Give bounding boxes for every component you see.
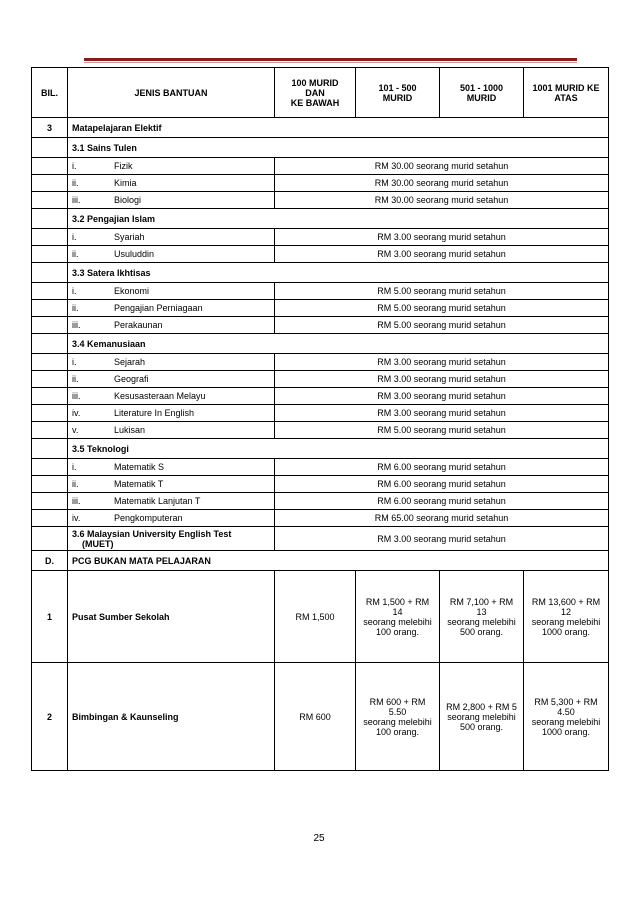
item-name: Bimbingan & Kaunseling (68, 663, 275, 771)
empty-cell (32, 192, 68, 209)
subject-name: Literature In English (114, 408, 195, 418)
item-row (32, 663, 609, 771)
subject-name: Kesusasteraan Melayu (114, 391, 206, 401)
subject-row (32, 405, 609, 422)
subject-rate: RM 5.00 seorang murid setahun (275, 283, 609, 300)
empty-cell (32, 422, 68, 439)
subject-rate: RM 6.00 seorang murid setahun (275, 476, 609, 493)
subject-cell (68, 422, 275, 439)
empty-cell (32, 510, 68, 527)
subject-cell (68, 510, 275, 527)
group-title: 3.2 Pengajian Islam (68, 209, 609, 229)
subject-index: ii. (72, 249, 79, 259)
empty-cell (32, 229, 68, 246)
subject-cell (68, 175, 275, 192)
subject-rate: RM 3.00 seorang murid setahun (275, 246, 609, 263)
subject-name: Lukisan (114, 425, 146, 435)
subject-name: Biologi (114, 195, 142, 205)
subject-row (32, 422, 609, 439)
muet-row (32, 527, 609, 551)
header-col3: 501 - 1000 MURID (440, 68, 524, 118)
subject-cell (68, 405, 275, 422)
subject-cell (68, 158, 275, 175)
subject-row (32, 510, 609, 527)
subject-rate: RM 3.00 seorang murid setahun (275, 388, 609, 405)
subject-index: ii. (72, 178, 79, 188)
item-number: 1 (32, 571, 68, 663)
subject-cell (68, 317, 275, 334)
subject-name: Syariah (114, 232, 145, 242)
subject-row (32, 459, 609, 476)
page-number: 25 (313, 833, 325, 844)
subject-rate: RM 5.00 seorang murid setahun (275, 317, 609, 334)
subject-index: ii. (72, 374, 79, 384)
subject-rate: RM 6.00 seorang murid setahun (275, 493, 609, 510)
subject-cell (68, 229, 275, 246)
group-title-row (32, 209, 609, 229)
empty-cell (32, 527, 68, 551)
subject-index: iv. (72, 513, 81, 523)
empty-cell (32, 459, 68, 476)
empty-cell (32, 388, 68, 405)
subject-name: Perakaunan (114, 320, 163, 330)
group-title: 3.1 Sains Tulen (68, 138, 609, 158)
subject-name: Geografi (114, 374, 149, 384)
empty-cell (32, 476, 68, 493)
empty-cell (32, 175, 68, 192)
subject-index: iii. (72, 195, 81, 205)
subject-index: ii. (72, 303, 79, 313)
group-title: 3.3 Satera Ikhtisas (68, 263, 609, 283)
subject-row (32, 354, 609, 371)
subject-index: i. (72, 232, 77, 242)
subject-name: Pengkomputeran (114, 513, 183, 523)
subject-row (32, 371, 609, 388)
empty-cell (32, 246, 68, 263)
subject-cell (68, 476, 275, 493)
item-c2: RM 1,500 + RM 14 seorang melebihi 100 orang. (356, 571, 440, 663)
subject-name: Pengajian Perniagaan (114, 303, 203, 313)
subject-index: i. (72, 286, 77, 296)
group-title-row (32, 439, 609, 459)
subject-index: v. (72, 425, 79, 435)
item-c1: RM 1,500 (275, 571, 356, 663)
subject-index: i. (72, 462, 77, 472)
header-jenis: JENIS BANTUAN (68, 68, 275, 118)
subject-rate: RM 5.00 seorang murid setahun (275, 300, 609, 317)
header-rule (84, 58, 577, 61)
subject-row (32, 192, 609, 209)
subject-cell (68, 388, 275, 405)
empty-cell (32, 138, 68, 158)
muet-title: 3.6 Malaysian University English Test (MUET) (68, 527, 275, 551)
section-d-row (32, 551, 609, 571)
subject-row (32, 300, 609, 317)
empty-cell (32, 371, 68, 388)
header-col2: 101 - 500 MURID (356, 68, 440, 118)
subject-index: iii. (72, 391, 81, 401)
subject-name: Usuluddin (114, 249, 155, 259)
empty-cell (32, 158, 68, 175)
subject-name: Kimia (114, 178, 137, 188)
subject-cell (68, 459, 275, 476)
subject-name: Ekonomi (114, 286, 150, 296)
empty-cell (32, 283, 68, 300)
item-c4: RM 5,300 + RM 4.50 seorang melebihi 1000 orang. (524, 663, 609, 771)
item-c3: RM 2,800 + RM 5 seorang melebihi 500 orang. (440, 663, 524, 771)
subject-name: Matematik Lanjutan T (114, 496, 201, 506)
subject-cell (68, 246, 275, 263)
section-title: PCG BUKAN MATA PELAJARAN (68, 551, 609, 571)
header-bil: BIL. (32, 68, 68, 118)
subject-row (32, 158, 609, 175)
subject-rate: RM 30.00 seorang murid setahun (275, 192, 609, 209)
subject-name: Sejarah (114, 357, 146, 367)
subject-cell (68, 371, 275, 388)
subject-row (32, 229, 609, 246)
group-title: 3.4 Kemanusiaan (68, 334, 609, 354)
subject-rate: RM 3.00 seorang murid setahun (275, 229, 609, 246)
subject-cell (68, 283, 275, 300)
item-c1: RM 600 (275, 663, 356, 771)
subject-rate: RM 3.00 seorang murid setahun (275, 371, 609, 388)
subject-index: iii. (72, 320, 81, 330)
subject-rate: RM 6.00 seorang murid setahun (275, 459, 609, 476)
subject-name: Fizik (114, 161, 133, 171)
subject-index: ii. (72, 479, 79, 489)
subject-rate: RM 30.00 seorang murid setahun (275, 175, 609, 192)
header-rule-thin (84, 62, 577, 63)
item-name: Pusat Sumber Sekolah (68, 571, 275, 663)
subject-rate: RM 65.00 seorang murid setahun (275, 510, 609, 527)
bantuan-table (31, 67, 609, 771)
subject-cell (68, 493, 275, 510)
empty-cell (32, 209, 68, 229)
section-number: D. (32, 551, 68, 571)
group-title-row (32, 138, 609, 158)
subject-rate: RM 3.00 seorang murid setahun (275, 354, 609, 371)
subject-cell (68, 354, 275, 371)
item-c4: RM 13,600 + RM 12 seorang melebihi 1000 orang. (524, 571, 609, 663)
empty-cell (32, 263, 68, 283)
group-title-row (32, 263, 609, 283)
table-header-row (32, 68, 609, 118)
subject-index: iii. (72, 496, 81, 506)
subject-name: Matematik T (114, 479, 164, 489)
section-title: Matapelajaran Elektif (68, 118, 609, 138)
subject-row (32, 476, 609, 493)
muet-rate: RM 3.00 seorang murid setahun (275, 527, 609, 551)
subject-row (32, 317, 609, 334)
subject-rate: RM 30.00 seorang murid setahun (275, 158, 609, 175)
empty-cell (32, 317, 68, 334)
subject-name: Matematik S (114, 462, 165, 472)
empty-cell (32, 300, 68, 317)
subject-row (32, 246, 609, 263)
empty-cell (32, 334, 68, 354)
header-col1: 100 MURID DAN KE BAWAH (275, 68, 356, 118)
subject-index: i. (72, 161, 77, 171)
subject-row (32, 175, 609, 192)
subject-row (32, 283, 609, 300)
section-3-row (32, 118, 609, 138)
item-number: 2 (32, 663, 68, 771)
group-title-row (32, 334, 609, 354)
subject-cell (68, 192, 275, 209)
subject-index: i. (72, 357, 77, 367)
empty-cell (32, 354, 68, 371)
section-number: 3 (32, 118, 68, 138)
empty-cell (32, 493, 68, 510)
subject-index: iv. (72, 408, 81, 418)
subject-cell (68, 300, 275, 317)
group-title: 3.5 Teknologi (68, 439, 609, 459)
empty-cell (32, 405, 68, 422)
empty-cell (32, 439, 68, 459)
subject-rate: RM 3.00 seorang murid setahun (275, 405, 609, 422)
item-c2: RM 600 + RM 5.50 seorang melebihi 100 orang. (356, 663, 440, 771)
subject-rate: RM 5.00 seorang murid setahun (275, 422, 609, 439)
subject-row (32, 388, 609, 405)
item-c3: RM 7,100 + RM 13 seorang melebihi 500 orang. (440, 571, 524, 663)
header-col4: 1001 MURID KE ATAS (524, 68, 609, 118)
item-row (32, 571, 609, 663)
subject-row (32, 493, 609, 510)
